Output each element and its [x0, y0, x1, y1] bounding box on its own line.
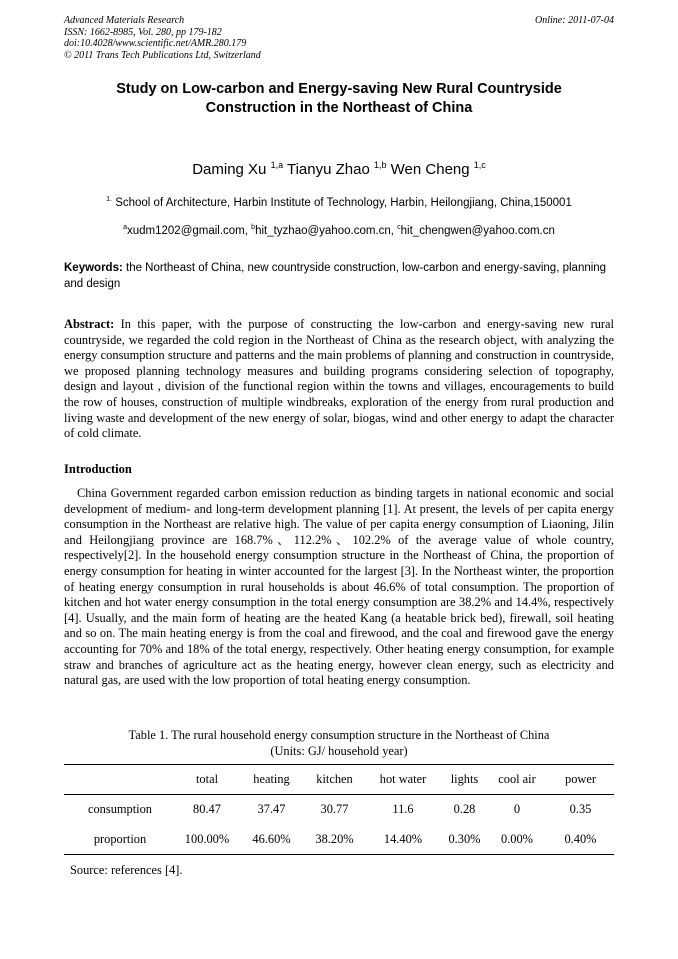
- email-superscript: a: [123, 224, 127, 231]
- table-body: [64, 795, 614, 855]
- table-header-row: [64, 765, 614, 795]
- table-cell: 0.00%: [487, 825, 547, 855]
- affiliation-superscript: 1.: [106, 196, 112, 203]
- table-row: [64, 825, 614, 855]
- table-cell: 0.30%: [442, 825, 487, 855]
- paper-title: [64, 80, 614, 118]
- table-source: Source: references [4].: [70, 863, 183, 877]
- author-superscript: 1,b: [373, 160, 387, 170]
- table-cell: 100.00%: [176, 825, 238, 855]
- column-header: heating: [238, 765, 305, 795]
- author-name: Tianyu Zhao: [286, 161, 370, 178]
- title-line-1: Study on Low-carbon and Energy-saving New Rural Countryside: [116, 81, 562, 97]
- abstract-text: In this paper, with the purpose of constructing the low-carbon and energy-saving new rural countryside, we regarded the cold region in the Northeast of China as the research object, with analyzing the energy consumption structure and patterns and the main problems of planning and construction in countryside, we proposed planning technology measures and building programs considering selection of topography, design and layout , division of the functional region within the towns and villages, encouragements to build the row of houses, construction of multiple windbreaks, exploration of the energy from rural production and living waste and development of the new energy of solar, biogas, wind and other energy to adapt the character of cold climate.: [64, 317, 614, 441]
- affiliation: [64, 196, 614, 210]
- table-cell: 0.35: [569, 802, 592, 817]
- email-superscript: c: [397, 224, 401, 231]
- title-line-2: Construction in the Northeast of China: [205, 100, 473, 116]
- email-superscript: b: [251, 224, 256, 231]
- author-superscript: 1,a: [270, 160, 284, 170]
- table-cell: 0: [513, 802, 521, 817]
- journal-doi: doi:10.4028/www.scientific.net/AMR.280.179: [64, 38, 247, 49]
- table-cell: 0.40%: [547, 825, 614, 855]
- keywords-section: [64, 260, 614, 292]
- email-separator: ,: [244, 225, 252, 237]
- affiliation-text: School of Architecture, Harbin Institute of Technology, Harbin, Heilongjiang, China,150001: [115, 197, 572, 209]
- table-header: [64, 765, 614, 795]
- table-row: [64, 795, 614, 825]
- table-cell: 46.60%: [238, 825, 305, 855]
- table-caption-line-2: (Units: GJ/ household year): [270, 744, 408, 758]
- author-superscript: 1,c: [473, 160, 486, 170]
- abstract-section: [64, 317, 614, 442]
- journal-copyright: © 2011 Trans Tech Publications Ltd, Switzerland: [64, 49, 261, 61]
- column-header: hot water: [364, 765, 442, 795]
- table-cell: 30.77: [320, 802, 349, 817]
- table-cell: 14.40%: [364, 825, 442, 855]
- email-address[interactable]: xudm1202@gmail.com: [126, 225, 245, 237]
- introduction-paragraph: China Government regarded carbon emission reduction as binding targets in national economic and social development of medium- and long-term development planning [1]. At present, the levels of per capita energy consumption in the Northeast are relative high. The value of per capita energy consumption of Liaoning, Jilin and Heilongjiang province are 168.7%、112.2%、102.2% of the average value of whole country, respectively[2]. In the household energy consumption structure in the Northeast of China, the proportion of energy consumption for heating in winter accounted for the largest [3]. In the Northeast winter, the proportion of heating energy consumption in rural households is about 46.6% of total consumption. The proportion of kitchen and hot water energy consumption in the total energy consumption are 38.2% and 14.4%, respectively [4]. Usually, and the main form of heating are the heated Kang (a heatable brick bed), firewall, soil heating and so on. The main heating energy is from the coal and firewood, and the coal and firewood gave the energy accounting for 70% and 18% of the total energy, respectively. Other heating energy consumption, for example straw and branches of agriculture act as the heating energy, however clean energy, such as electricity and natural gas, are used with the low proportion of total heating energy consumption.: [64, 486, 614, 688]
- journal-header: [64, 15, 614, 61]
- row-label: consumption: [87, 802, 153, 817]
- energy-consumption-table: [64, 764, 614, 855]
- table-cell: 37.47: [257, 802, 286, 817]
- keywords-text: the Northeast of China, new countryside construction, low-carbon and energy-saving, planning and design: [64, 262, 607, 290]
- column-header: lights: [442, 765, 487, 795]
- author-name: Daming Xu: [192, 161, 267, 178]
- table-caption: [64, 727, 614, 759]
- author-list: [64, 160, 614, 180]
- table-caption-line-1: Table 1. The rural household energy consumption structure in the Northeast of China: [128, 728, 550, 742]
- email-address[interactable]: hit_tyzhao@yahoo.com.cn: [255, 225, 391, 237]
- column-header: [64, 765, 176, 795]
- column-header: kitchen: [305, 765, 364, 795]
- introduction-heading: Introduction: [64, 462, 132, 476]
- keywords-label: Keywords:: [64, 262, 123, 274]
- table-cell: 80.47: [193, 802, 221, 817]
- email-list: [64, 224, 614, 238]
- online-date: Online: 2011-07-04: [535, 15, 614, 26]
- email-separator: ,: [390, 225, 398, 237]
- column-header: total: [176, 765, 238, 795]
- author-name: Wen Cheng: [390, 161, 470, 178]
- email-address[interactable]: hit_chengwen@yahoo.com.cn: [400, 225, 555, 237]
- journal-issn: ISSN: 1662-8985, Vol. 280, pp 179-182: [64, 26, 222, 38]
- table-cell: 38.20%: [305, 825, 364, 855]
- table-cell: 11.6: [392, 802, 414, 817]
- table-cell: 0.28: [453, 802, 476, 817]
- column-header: cool air: [487, 765, 547, 795]
- row-label: proportion: [64, 825, 176, 855]
- abstract-label: Abstract:: [64, 317, 115, 331]
- column-header: power: [547, 765, 614, 795]
- journal-name: Advanced Materials Research: [64, 15, 185, 26]
